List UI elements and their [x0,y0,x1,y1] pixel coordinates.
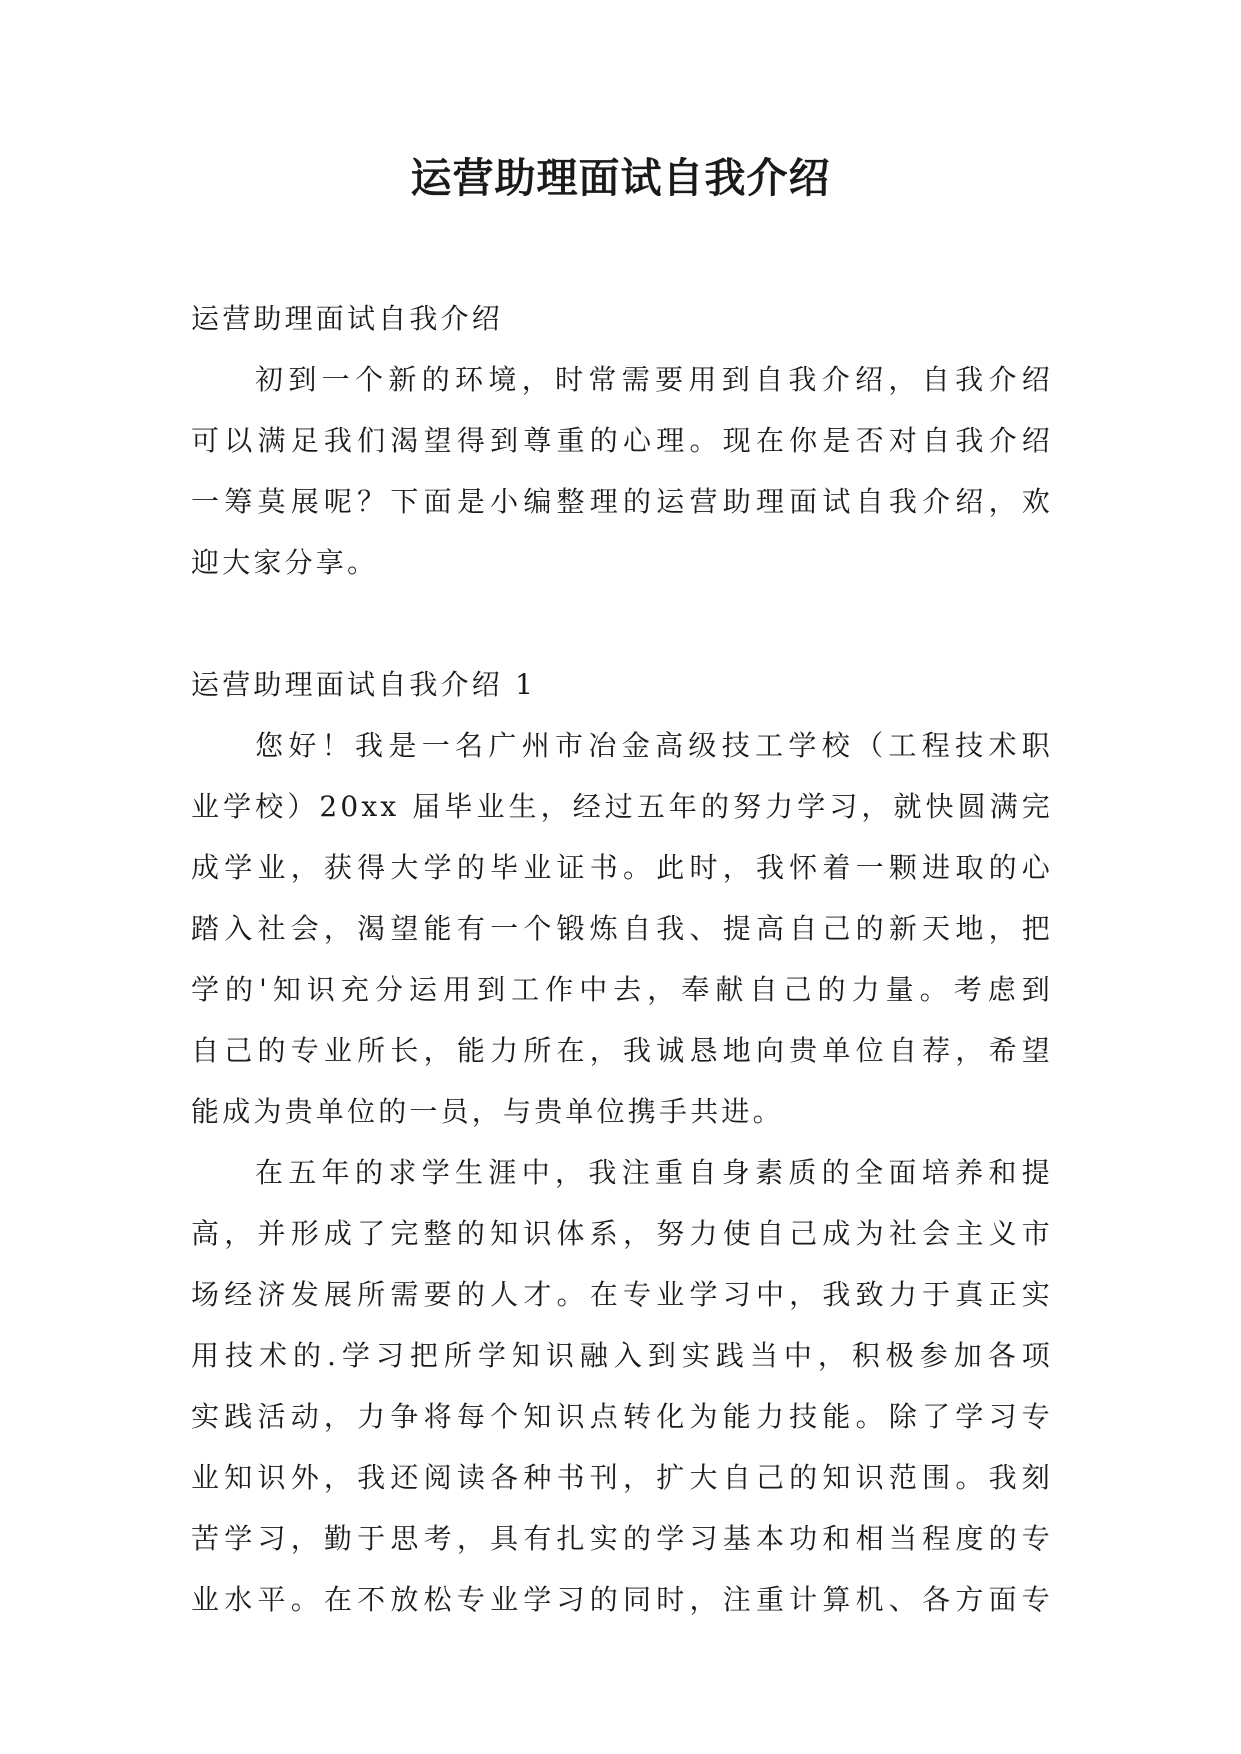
paragraph-line: 在五年的求学生涯中，我注重自身素质的全面培养和提 [255,1156,1053,1189]
document-body [191,288,1053,1630]
paragraph-line: 成学业，获得大学的毕业证书。此时，我怀着一颗进取的心 [191,851,1053,884]
paragraph-line: 初到一个新的环境，时常需要用到自我介绍，自我介绍 [255,363,1053,396]
paragraph-line: 一筹莫展呢？下面是小编整理的运营助理面试自我介绍，欢 [191,485,1053,518]
paragraph-line: 苦学习，勤于思考，具有扎实的学习基本功和相当程度的专 [191,1522,1053,1555]
paragraph-line: 踏入社会，渴望能有一个锻炼自我、提高自己的新天地，把 [191,912,1053,945]
paragraph-line: 场经济发展所需要的人才。在专业学习中，我致力于真正实 [191,1278,1053,1311]
paragraph-line: 业水平。在不放松专业学习的同时，注重计算机、各方面专 [191,1583,1053,1616]
document-title: 运营助理面试自我介绍 [410,154,831,202]
intro-paragraph [191,349,1053,593]
paragraph-line: 实践活动，力争将每个知识点转化为能力技能。除了学习专 [191,1400,1053,1433]
body-paragraph-1 [191,715,1053,1142]
paragraph-line: 迎大家分享。 [191,546,379,579]
paragraph-line: 高，并形成了完整的知识体系，努力使自己成为社会主义市 [191,1217,1053,1250]
paragraph-line: 业学校）20xx 届毕业生，经过五年的努力学习，就快圆满完 [191,790,1053,823]
paragraph-line: 自己的专业所长，能力所在，我诚恳地向贵单位自荐，希望 [191,1034,1053,1067]
paragraph-line: 用技术的.学习把所学知识融入到实践当中，积极参加各项 [191,1339,1053,1372]
paragraph-line: 学的'知识充分运用到工作中去，奉献自己的力量。考虑到 [191,973,1053,1006]
paragraph-line: 可以满足我们渴望得到尊重的心理。现在你是否对自我介绍 [191,424,1053,457]
paragraph-line: 能成为贵单位的一员，与贵单位携手共进。 [191,1095,784,1128]
paragraph-line: 您好！我是一名广州市冶金高级技工学校（工程技术职 [255,729,1053,762]
paragraph-spacer [191,593,1053,654]
paragraph-line: 业知识外，我还阅读各种书刊，扩大自己的知识范围。我刻 [191,1461,1053,1494]
section-heading: 运营助理面试自我介绍 1 [191,668,537,701]
document-subtitle: 运营助理面试自我介绍 [191,302,504,335]
body-paragraph-2 [191,1142,1053,1630]
